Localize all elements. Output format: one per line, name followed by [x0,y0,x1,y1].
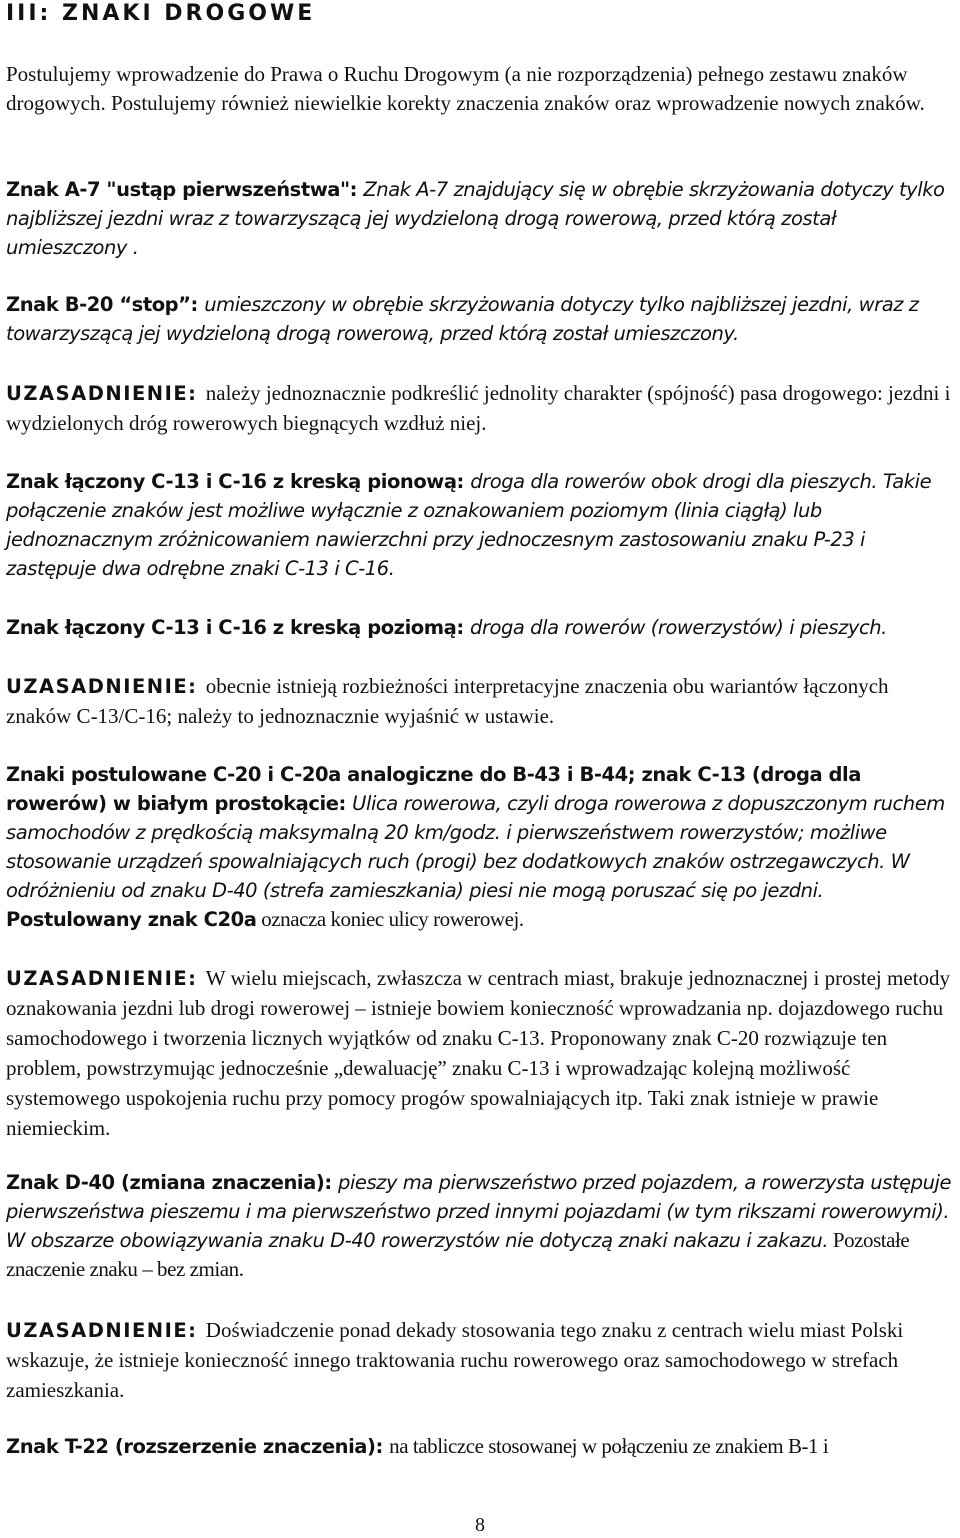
sign-d40-text: pieszy ma pierwszeństwo przed pojazdem, a rowerzysta ustępuje pierwszeństwa pieszemu i ma pierwszeństwo przed innymi pojazdami (w tym rikszami rowerowymi). W obszarze obowiązywania znaku D-40 rowerzystów nie dotyczą znaki nakazu i zakazu. [6,1171,952,1252]
sign-c20-text: Ulica rowerowa, czyli droga rowerowa z dopuszczonym ruchem samochodów z prędkością maksymalną 20 km/godz. i pierwszeństwem rowerzystów; możliwe stosowanie urządzeń spowalniających ruch (progi) bez dodatkowych znaków ostrzegawczych. W odróżnieniu od znaku D-40 (strefa zamieszkania) piesi nie mogą poruszać się po jezdni. [6,792,945,902]
sign-t22-text: na tabliczce stosowanej w połączeniu ze znakiem B-1 i [389,1434,829,1458]
sign-c20a-label: Postulowany znak C20a [6,908,257,931]
sign-a7-paragraph [6,175,956,262]
sign-b20-text: umieszczony w obrębie skrzyżowania dotyczy tylko najbliższej jezdni, wraz z towarzyszącą jej wydzieloną drogą rowerową, przed którą został umieszczony. [6,293,919,345]
justification-4 [6,1316,956,1406]
sign-a7-label: Znak A-7 "ustąp pierwszeństwa": [6,178,364,201]
sign-b20-paragraph [6,290,956,348]
justification-2 [6,672,956,732]
sign-c20a-text: oznacza koniec ulicy rowerowej. [256,907,524,931]
sign-c20-label: Znaki postulowane C-20 i C-20a analogiczne do B-43 i B-44; znak C-13 (droga dla rowerów) w białym prostokącie: [6,763,861,815]
section-heading: III: ZNAKI DROGOWE [6,1,316,26]
sign-c13-c16-vertical-label: Znak łączony C-13 i C-16 z kreską pionową: [6,470,471,493]
sign-c13-c16-horizontal-paragraph [6,613,956,642]
sign-c13-c16-vertical-text: droga dla rowerów obok drogi dla pieszych. Takie połączenie znaków jest możliwe wyłącznie z oznakowaniem poziomym (linia ciągłą) lub jednoznacznym zróżnicowaniem nawierzchni przy jednoczesnym zastosowaniu znaku P-23 i zastępuje dwa odrębne znaki C-13 i C-16. [6,470,932,580]
justification-3 [6,964,956,1144]
sign-d40-label: Znak D-40 (zmiana znaczenia): [6,1171,339,1194]
justification-2-label: UZASADNIENIE: [6,675,206,698]
sign-d40-paragraph [6,1168,956,1284]
justification-3-label: UZASADNIENIE: [6,967,206,990]
justification-1 [6,379,956,439]
justification-4-text: Doświadczenie ponad dekady stosowania tego znaku z centrach wielu miast Polski wskazuje, że istnieje konieczność innego traktowania ruchu rowerowego oraz samochodowego w strefach zamieszkania. [6,1318,904,1402]
sign-d40-rest: Pozostałe znaczenie znaku – bez zmian. [6,1228,910,1281]
justification-3-text: W wielu miejscach, zwłaszcza w centrach miast, brakuje jednoznacznej i prostej metody oznakowania jezdni lub drogi rowerowej – istnieje bowiem konieczność wprowadzania np. dojazdowego ruchu samochodowego i tworzenia licznych wyjątków od znaku C-13. Proponowany znak C-20 rozwiązuje ten problem, powstrzymując jednocześnie „dewaluację” znaku C-13 i wprowadzając kolejną możliwość systemowego uspokojenia ruchu przy pomocy progów spowalniających itp. Taki znak istnieje w prawie niemieckim. [6,966,950,1140]
justification-2-text: obecnie istnieją rozbieżności interpretacyjne znaczenia obu wariantów łączonych znaków C-13/C-16; należy to jednoznacznie wyjaśnić w ustawie. [6,674,889,728]
page-number: 8 [475,1514,485,1536]
sign-c13-c16-horizontal-text: droga dla rowerów (rowerzystów) i pieszych. [470,616,887,639]
sign-c20-paragraph [6,760,956,934]
sign-t22-paragraph [6,1432,956,1461]
sign-t22-label: Znak T-22 (rozszerzenie znaczenia): [6,1435,390,1458]
sign-b20-label: Znak B-20 “stop”: [6,293,205,316]
sign-c13-c16-vertical-paragraph [6,467,956,583]
intro-paragraph: Postulujemy wprowadzenie do Prawa o Ruchu Drogowym (a nie rozporządzenia) pełnego zestawu znaków drogowych. Postulujemy również niewielkie korekty znaczenia znaków oraz wprowadzenie nowych znaków. [6,62,925,115]
sign-c13-c16-horizontal-label: Znak łączony C-13 i C-16 z kreską poziomą: [6,616,471,639]
justification-4-label: UZASADNIENIE: [6,1319,206,1342]
sign-a7-text: Znak A-7 znajdujący się w obrębie skrzyżowania dotyczy tylko najbliższej jezdni wraz z towarzyszącą jej wydzieloną drogą rowerową, przed którą został umieszczony . [6,178,945,259]
justification-1-label: UZASADNIENIE: [6,382,206,405]
justification-1-text: należy jednoznacznie podkreślić jednolity charakter (spójność) pasa drogowego: jezdni i wydzielonych dróg rowerowych biegnących wzdłuż niej. [6,381,951,435]
